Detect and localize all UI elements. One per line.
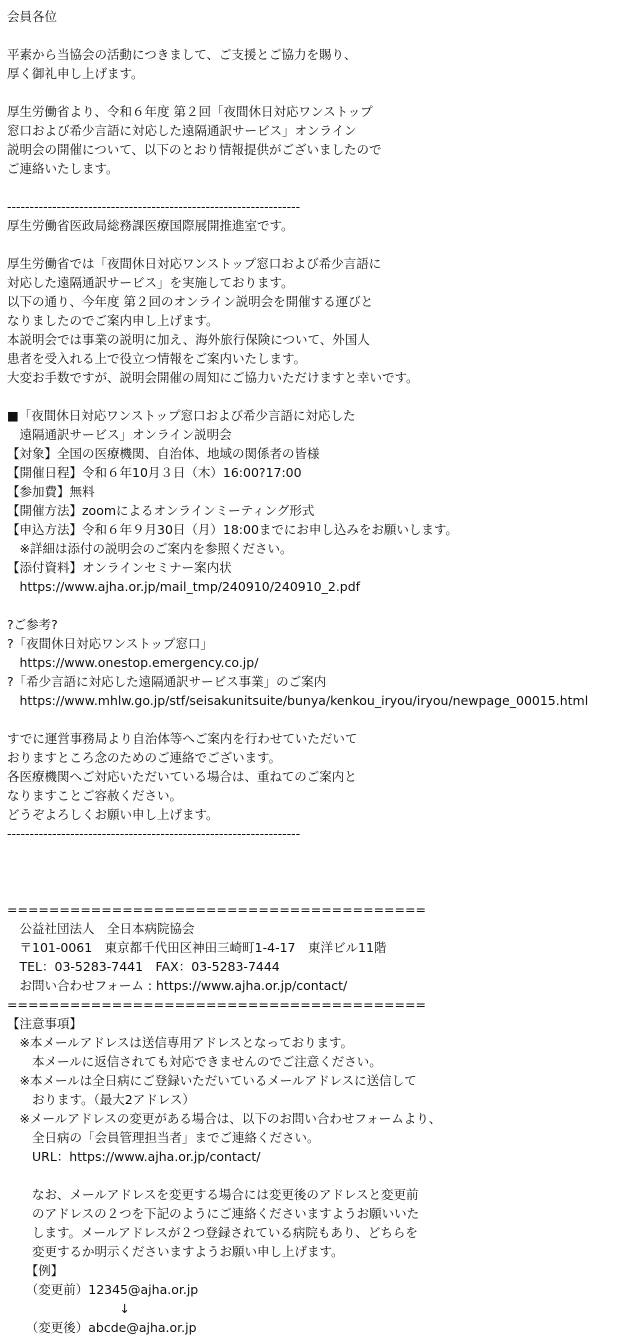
email-line: 【開催日程】令和６年10月３日（木）16:00?17:00	[7, 465, 302, 480]
email-line: どうぞよろしくお願い申し上げます。	[7, 807, 219, 822]
email-line: 本説明会では事業の説明に加え、海外旅行保険について、外国人	[7, 332, 370, 347]
email-line: ご連絡いたします。	[7, 161, 119, 176]
email-body	[7, 7, 619, 1337]
email-line: URL：https://www.ajha.or.jp/contact/	[7, 1149, 261, 1164]
email-line: 全日病の「会員管理担当者」までご連絡ください。	[7, 1130, 320, 1145]
email-line: 会員各位	[7, 9, 58, 24]
email-line: 【添付資料】オンラインセミナー案内状	[7, 560, 232, 575]
email-line: 本メールに返信されても対応できませんのでご注意ください。	[7, 1054, 382, 1069]
email-line: します。メールアドレスが２つ登録されている病院もあり、どちらを	[7, 1225, 418, 1240]
email-line: 【参加費】無料	[7, 484, 95, 499]
email-line: 窓口および希少言語に対応した遠隔通訳サービス」オンライン	[7, 123, 357, 138]
email-line: ※本メールアドレスは送信専用アドレスとなっております。	[7, 1035, 353, 1050]
email-line: 厚生労働省より、令和６年度 第２回「夜間休日対応ワンストップ	[7, 104, 373, 119]
email-line: 厚生労働省では「夜間休日対応ワンストップ窓口および希少言語に	[7, 256, 382, 271]
email-line: （変更前）12345@ajha.or.jp	[7, 1282, 199, 1297]
email-line: 大変お手数ですが、説明会開催の周知にご協力いただけますと幸いです。	[7, 370, 419, 385]
email-line	[7, 843, 619, 862]
email-line: https://www.mhlw.go.jp/stf/seisakunitsuite/bunya/kenkou_iryou/iryou/newpage_00015.html	[7, 693, 589, 708]
email-line: 厚く御礼申し上げます。	[7, 66, 144, 81]
email-line: ?「夜間休日対応ワンストップ窓口」	[7, 636, 213, 651]
email-line	[7, 26, 619, 45]
email-line: おります。（最大2アドレス）	[7, 1092, 195, 1107]
email-line: 平素から当協会の活動につきまして、ご支援とご協力を賜り、	[7, 47, 357, 62]
email-line	[7, 83, 619, 102]
email-line	[7, 235, 619, 254]
email-line: 公益社団法人 全日本病院協会	[7, 921, 195, 936]
email-line: ========================================	[7, 997, 426, 1012]
email-line: 変更するか明示くださいますようお願い申し上げます。	[7, 1244, 344, 1259]
email-line: 【申込方法】令和６年９月30日（月）18:00までにお申し込みをお願いします。	[7, 522, 458, 537]
email-line: のアドレスの２つを下記のようにご連絡くださいますようお願いいた	[7, 1206, 420, 1221]
email-line: ※本メールは全日病にご登録いただいているメールアドレスに送信して	[7, 1073, 417, 1088]
email-line: ?「希少言語に対応した遠隔通訳サービス事業」のご案内	[7, 674, 327, 689]
email-line: ========================================	[7, 902, 426, 917]
email-line: 遠隔通訳サービス」オンライン説明会	[7, 427, 232, 442]
email-line: 【例】	[7, 1263, 64, 1278]
email-line	[7, 862, 619, 881]
email-line: なお、メールアドレスを変更する場合には変更後のアドレスと変更前	[7, 1187, 419, 1202]
email-line: すでに運営事務局より自治体等へご案内を行わせていただいて	[7, 731, 358, 746]
email-line	[7, 881, 619, 900]
email-line: ※詳細は添付の説明会のご案内を参照ください。	[7, 541, 293, 556]
email-line: ?ご参考?	[7, 617, 58, 632]
email-line: お問い合わせフォーム : https://www.ajha.or.jp/contact/	[7, 978, 348, 993]
email-line: -----------------------------------------------------------------	[7, 199, 301, 214]
email-line: 【注意事項】	[7, 1016, 83, 1031]
email-line	[7, 1166, 619, 1185]
email-line: 【開催方法】zoomによるオンラインミーティング形式	[7, 503, 315, 518]
email-line: なりますことご容赦ください。	[7, 788, 183, 803]
email-line: 患者を受入れる上で役立つ情報をご案内いたします。	[7, 351, 307, 366]
email-line: 〒101-0061 東京都千代田区神田三崎町1-4-17 東洋ビル11階	[7, 940, 387, 955]
email-line	[7, 596, 619, 615]
email-line: おりますところ念のためのご連絡でございます。	[7, 750, 282, 765]
email-line: 【対象】全国の医療機関、自治体、地域の関係者の皆様	[7, 446, 320, 461]
email-line: 対応した遠隔通訳サービス」を実施しております。	[7, 275, 294, 290]
email-line: （変更後）abcde@ajha.or.jp	[7, 1320, 197, 1335]
email-line: ※メールアドレスの変更がある場合は、以下のお問い合わせフォームより、	[7, 1111, 442, 1126]
email-line: 説明会の開催について、以下のとおり情報提供がございましたので	[7, 142, 382, 157]
email-line: 以下の通り、今年度 第２回のオンライン説明会を開催する運びと	[7, 294, 374, 309]
email-line: なりましたのでご案内申し上げます。	[7, 313, 219, 328]
email-line: ↓	[7, 1301, 130, 1316]
email-line: -----------------------------------------------------------------	[7, 826, 301, 841]
email-line: https://www.ajha.or.jp/mail_tmp/240910/240910_2.pdf	[7, 579, 361, 594]
email-line: ■「夜間休日対応ワンストップ窓口および希少言語に対応した	[7, 408, 356, 423]
email-line	[7, 178, 619, 197]
email-line: TEL：03-5283-7441 FAX：03-5283-7444	[7, 959, 280, 974]
email-line: https://www.onestop.emergency.co.jp/	[7, 655, 259, 670]
email-line	[7, 387, 619, 406]
email-line: 各医療機関へご対応いただいている場合は、重ねてのご案内と	[7, 769, 357, 784]
email-line: 厚生労働省医政局総務課医療国際展開推進室です。	[7, 218, 294, 233]
email-line	[7, 710, 619, 729]
